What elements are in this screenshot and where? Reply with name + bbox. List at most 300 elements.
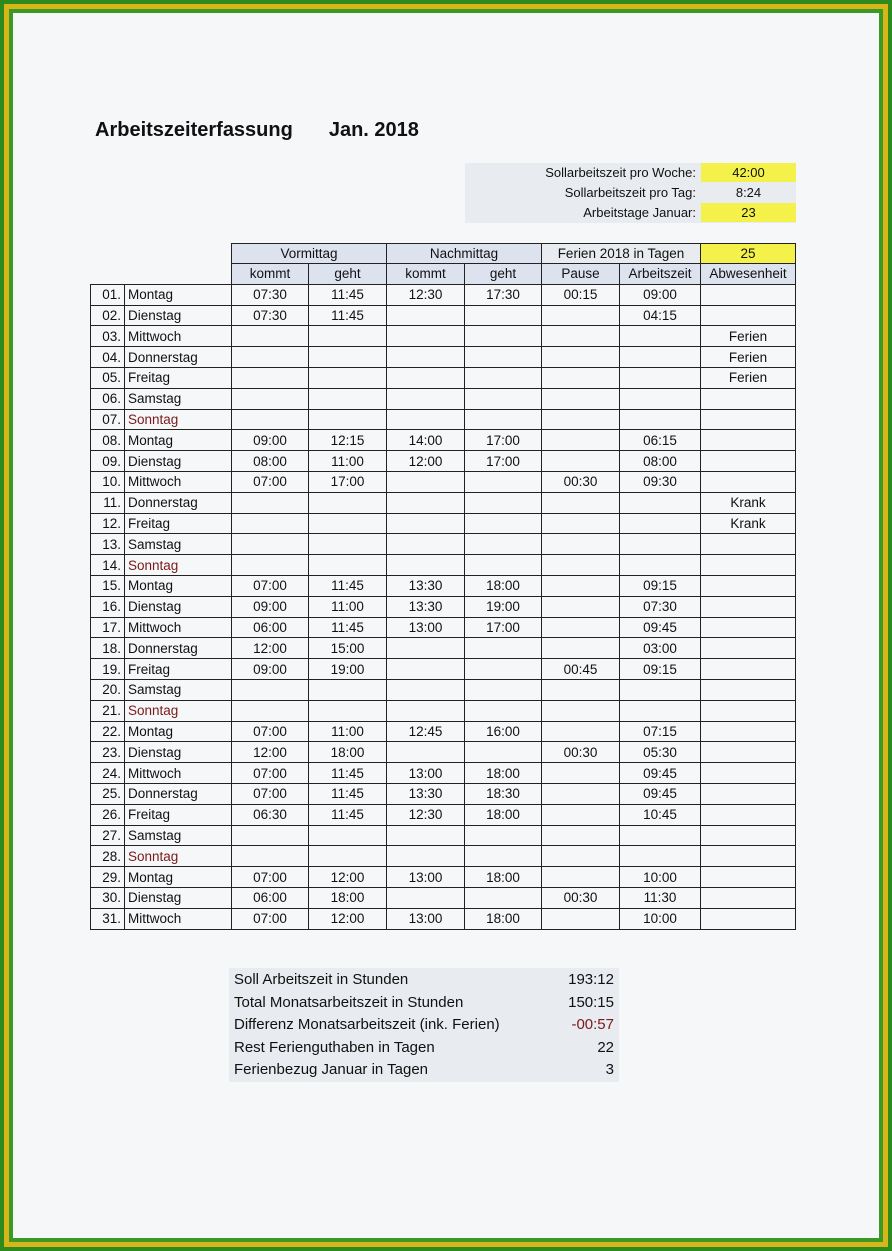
day-number: 03. [91,326,125,347]
cell-geht-am[interactable] [309,409,387,430]
setting-value[interactable]: 23 [701,203,796,222]
cell-pause[interactable] [542,492,620,513]
col-abwesenheit: Abwesenheit [701,264,796,285]
cell-abwesenheit[interactable] [701,742,796,763]
cell-abwesenheit[interactable] [701,908,796,929]
cell-kommt-am[interactable] [232,534,309,555]
cell-geht-am[interactable] [309,326,387,347]
cell-kommt-pm[interactable] [387,679,465,700]
table-row [91,555,796,576]
cell-abwesenheit[interactable]: Ferien [701,326,796,347]
cell-kommt-am[interactable]: 07:30 [232,305,309,326]
cell-kommt-am[interactable] [232,513,309,534]
cell-pause[interactable] [542,451,620,472]
cell-geht-am[interactable]: 17:00 [309,471,387,492]
cell-geht-pm[interactable]: 19:00 [465,596,542,617]
cell-kommt-am[interactable]: 07:00 [232,783,309,804]
day-name: Samstag [125,679,232,700]
cell-abwesenheit[interactable] [701,700,796,721]
cell-kommt-pm[interactable]: 13:00 [387,617,465,638]
cell-pause[interactable] [542,700,620,721]
cell-geht-am[interactable]: 19:00 [309,659,387,680]
cell-pause[interactable] [542,783,620,804]
cell-abwesenheit[interactable] [701,555,796,576]
cell-abwesenheit[interactable] [701,763,796,784]
day-number: 14. [91,555,125,576]
cell-geht-pm[interactable] [465,471,542,492]
cell-arbeitszeit [620,492,701,513]
day-number: 02. [91,305,125,326]
cell-abwesenheit[interactable] [701,430,796,451]
page-title [95,119,419,142]
cell-geht-pm[interactable] [465,347,542,368]
column-header-row [91,264,796,285]
cell-kommt-am[interactable] [232,409,309,430]
cell-geht-pm[interactable]: 16:00 [465,721,542,742]
day-number: 07. [91,409,125,430]
title-month: Jan. 2018 [328,119,419,141]
cell-kommt-am[interactable]: 07:00 [232,721,309,742]
cell-kommt-pm[interactable] [387,471,465,492]
setting-label: Sollarbeitszeit pro Tag: [564,185,696,200]
cell-abwesenheit[interactable] [701,596,796,617]
cell-kommt-pm[interactable]: 13:00 [387,867,465,888]
cell-kommt-pm[interactable] [387,742,465,763]
cell-pause[interactable] [542,326,620,347]
cell-geht-pm[interactable] [465,825,542,846]
cell-geht-am[interactable]: 18:00 [309,887,387,908]
day-number: 04. [91,347,125,368]
cell-kommt-am[interactable]: 12:00 [232,638,309,659]
col-geht-pm: geht [465,264,542,285]
cell-geht-am[interactable]: 12:00 [309,908,387,929]
cell-arbeitszeit [620,347,701,368]
cell-pause[interactable] [542,617,620,638]
cell-kommt-pm[interactable]: 13:30 [387,596,465,617]
cell-kommt-pm[interactable] [387,347,465,368]
cell-kommt-am[interactable]: 08:00 [232,451,309,472]
cell-abwesenheit[interactable] [701,471,796,492]
cell-kommt-am[interactable]: 09:00 [232,430,309,451]
cell-kommt-pm[interactable] [387,887,465,908]
summary-value: 150:15 [568,993,614,1011]
cell-geht-am[interactable]: 11:00 [309,596,387,617]
cell-abwesenheit[interactable] [701,783,796,804]
setting-label: Sollarbeitszeit pro Woche: [545,165,696,180]
cell-kommt-am[interactable] [232,679,309,700]
cell-arbeitszeit: 09:15 [620,575,701,596]
cell-geht-pm[interactable] [465,305,542,326]
cell-pause[interactable] [542,867,620,888]
table-row [91,451,796,472]
cell-geht-pm[interactable] [465,700,542,721]
cell-geht-am[interactable]: 11:45 [309,305,387,326]
cell-geht-pm[interactable]: 18:00 [465,763,542,784]
cell-kommt-am[interactable]: 09:00 [232,596,309,617]
cell-kommt-pm[interactable] [387,305,465,326]
cell-kommt-pm[interactable] [387,492,465,513]
timesheet-page [13,13,879,1238]
table-row [91,908,796,929]
cell-kommt-am[interactable]: 07:00 [232,763,309,784]
day-name: Mittwoch [125,326,232,347]
day-number: 09. [91,451,125,472]
cell-abwesenheit[interactable] [701,887,796,908]
cell-geht-pm[interactable] [465,409,542,430]
day-number: 22. [91,721,125,742]
day-name: Montag [125,721,232,742]
cell-geht-pm[interactable] [465,555,542,576]
cell-geht-pm[interactable] [465,742,542,763]
cell-kommt-pm[interactable]: 13:00 [387,908,465,929]
cell-kommt-am[interactable]: 07:00 [232,908,309,929]
day-name: Freitag [125,659,232,680]
table-row [91,492,796,513]
cell-kommt-am[interactable]: 07:00 [232,867,309,888]
cell-abwesenheit[interactable] [701,305,796,326]
cell-geht-am[interactable] [309,347,387,368]
cell-abwesenheit[interactable] [701,534,796,555]
cell-geht-pm[interactable]: 18:30 [465,783,542,804]
cell-arbeitszeit: 10:00 [620,867,701,888]
cell-geht-pm[interactable] [465,326,542,347]
cell-geht-pm[interactable] [465,887,542,908]
cell-geht-am[interactable]: 11:45 [309,284,387,305]
day-name: Dienstag [125,596,232,617]
summary-row [234,971,614,993]
cell-geht-am[interactable]: 11:45 [309,575,387,596]
summary-row [234,1061,614,1083]
cell-pause[interactable]: 00:30 [542,887,620,908]
cell-geht-pm[interactable]: 17:00 [465,430,542,451]
table-row [91,326,796,347]
cell-kommt-pm[interactable] [387,534,465,555]
cell-kommt-am[interactable]: 07:00 [232,575,309,596]
cell-kommt-pm[interactable]: 13:30 [387,575,465,596]
summary-block [229,968,619,1082]
table-row [91,804,796,825]
table-row [91,742,796,763]
cell-arbeitszeit [620,326,701,347]
cell-geht-pm[interactable]: 18:00 [465,804,542,825]
cell-pause[interactable] [542,575,620,596]
summary-label: Rest Ferienguthaben in Tagen [234,1038,435,1056]
cell-arbeitszeit: 11:30 [620,887,701,908]
cell-geht-am[interactable]: 12:15 [309,430,387,451]
cell-abwesenheit[interactable] [701,388,796,409]
day-name: Samstag [125,534,232,555]
cell-geht-pm[interactable] [465,367,542,388]
day-name: Dienstag [125,451,232,472]
cell-pause[interactable] [542,846,620,867]
cell-kommt-pm[interactable] [387,638,465,659]
cell-geht-pm[interactable]: 17:00 [465,617,542,638]
table-row [91,887,796,908]
day-number: 11. [91,492,125,513]
day-name: Donnerstag [125,347,232,368]
setting-row-workdays [465,203,796,223]
table-row [91,388,796,409]
table-row [91,596,796,617]
cell-arbeitszeit: 09:15 [620,659,701,680]
summary-label: Ferienbezug Januar in Tagen [234,1061,429,1078]
header-nachmittag: Nachmittag [387,244,542,264]
cell-pause[interactable] [542,638,620,659]
table-row [91,721,796,742]
cell-pause[interactable] [542,367,620,388]
cell-geht-pm[interactable] [465,388,542,409]
cell-geht-am[interactable]: 12:00 [309,867,387,888]
cell-abwesenheit[interactable]: Krank [701,492,796,513]
cell-kommt-pm[interactable] [387,700,465,721]
cell-kommt-pm[interactable] [387,555,465,576]
cell-kommt-pm[interactable]: 12:00 [387,451,465,472]
cell-arbeitszeit: 09:45 [620,617,701,638]
cell-kommt-am[interactable] [232,492,309,513]
cell-geht-am[interactable]: 15:00 [309,638,387,659]
cell-geht-am[interactable] [309,825,387,846]
cell-arbeitszeit: 09:45 [620,763,701,784]
day-number: 06. [91,388,125,409]
cell-pause[interactable] [542,763,620,784]
cell-geht-pm[interactable]: 18:00 [465,575,542,596]
cell-geht-am[interactable] [309,679,387,700]
table-row [91,409,796,430]
cell-geht-am[interactable] [309,846,387,867]
cell-geht-am[interactable]: 11:45 [309,763,387,784]
cell-kommt-am[interactable]: 06:30 [232,804,309,825]
cell-kommt-pm[interactable]: 12:30 [387,804,465,825]
cell-pause[interactable] [542,388,620,409]
cell-pause[interactable]: 00:45 [542,659,620,680]
day-number: 21. [91,700,125,721]
cell-abwesenheit[interactable] [701,409,796,430]
cell-kommt-pm[interactable]: 13:30 [387,783,465,804]
day-name: Mittwoch [125,617,232,638]
cell-kommt-am[interactable] [232,388,309,409]
cell-geht-am[interactable] [309,555,387,576]
setting-row-daily [465,183,796,203]
cell-kommt-am[interactable] [232,555,309,576]
header-ferien-label: Ferien 2018 in Tagen [542,244,701,264]
cell-geht-pm[interactable]: 17:00 [465,451,542,472]
cell-arbeitszeit: 08:00 [620,451,701,472]
cell-pause[interactable] [542,596,620,617]
cell-pause[interactable] [542,825,620,846]
day-name: Montag [125,867,232,888]
summary-row [234,1039,614,1061]
col-kommt-am: kommt [232,264,309,285]
table-row [91,430,796,451]
cell-pause[interactable]: 00:15 [542,284,620,305]
cell-geht-am[interactable]: 11:45 [309,783,387,804]
cell-geht-am[interactable] [309,367,387,388]
day-name: Dienstag [125,305,232,326]
cell-kommt-am[interactable] [232,347,309,368]
cell-kommt-am[interactable]: 06:00 [232,887,309,908]
cell-geht-pm[interactable]: 17:30 [465,284,542,305]
cell-kommt-am[interactable] [232,700,309,721]
cell-geht-pm[interactable] [465,492,542,513]
cell-geht-pm[interactable] [465,534,542,555]
cell-abwesenheit[interactable] [701,451,796,472]
day-name: Mittwoch [125,763,232,784]
setting-value[interactable]: 42:00 [701,163,796,182]
day-number: 10. [91,471,125,492]
cell-kommt-am[interactable] [232,846,309,867]
cell-kommt-am[interactable] [232,326,309,347]
day-name: Sonntag [125,700,232,721]
cell-kommt-am[interactable]: 06:00 [232,617,309,638]
cell-kommt-pm[interactable]: 12:45 [387,721,465,742]
cell-pause[interactable] [542,679,620,700]
cell-pause[interactable] [542,908,620,929]
cell-arbeitszeit: 03:00 [620,638,701,659]
table-row [91,846,796,867]
cell-abwesenheit[interactable] [701,617,796,638]
cell-kommt-pm[interactable] [387,825,465,846]
cell-geht-am[interactable]: 11:00 [309,721,387,742]
cell-geht-am[interactable]: 11:00 [309,451,387,472]
cell-abwesenheit[interactable] [701,638,796,659]
cell-pause[interactable] [542,555,620,576]
day-name: Freitag [125,367,232,388]
cell-abwesenheit[interactable] [701,659,796,680]
day-number: 30. [91,887,125,908]
cell-abwesenheit[interactable] [701,846,796,867]
summary-label: Total Monatsarbeitszeit in Stunden [234,993,464,1011]
cell-geht-pm[interactable] [465,513,542,534]
setting-value: 8:24 [735,185,762,200]
cell-kommt-pm[interactable]: 14:00 [387,430,465,451]
cell-pause[interactable] [542,804,620,825]
cell-arbeitszeit [620,388,701,409]
cell-arbeitszeit: 04:15 [620,305,701,326]
day-name: Mittwoch [125,471,232,492]
day-number: 18. [91,638,125,659]
table-row [91,659,796,680]
day-number: 27. [91,825,125,846]
table-row [91,825,796,846]
cell-kommt-pm[interactable] [387,326,465,347]
cell-abwesenheit[interactable]: Ferien [701,347,796,368]
cell-abwesenheit[interactable] [701,575,796,596]
cell-arbeitszeit: 10:00 [620,908,701,929]
cell-kommt-pm[interactable] [387,409,465,430]
day-number: 08. [91,430,125,451]
cell-kommt-am[interactable]: 09:00 [232,659,309,680]
day-number: 28. [91,846,125,867]
cell-geht-pm[interactable] [465,846,542,867]
cell-pause[interactable] [542,534,620,555]
cell-arbeitszeit [620,679,701,700]
cell-kommt-am[interactable]: 12:00 [232,742,309,763]
cell-pause[interactable] [542,513,620,534]
table-row [91,471,796,492]
day-number: 26. [91,804,125,825]
cell-arbeitszeit: 09:30 [620,471,701,492]
cell-geht-pm[interactable] [465,679,542,700]
day-number: 17. [91,617,125,638]
day-name: Samstag [125,388,232,409]
table-row [91,575,796,596]
cell-abwesenheit[interactable] [701,825,796,846]
cell-geht-pm[interactable]: 18:00 [465,867,542,888]
cell-abwesenheit[interactable] [701,867,796,888]
table-row [91,534,796,555]
cell-geht-am[interactable] [309,700,387,721]
day-number: 25. [91,783,125,804]
cell-kommt-pm[interactable]: 13:00 [387,763,465,784]
summary-label: Soll Arbeitszeit in Stunden [234,971,409,988]
cell-pause[interactable] [542,721,620,742]
cell-geht-am[interactable] [309,492,387,513]
day-name: Dienstag [125,742,232,763]
cell-kommt-pm[interactable] [387,388,465,409]
day-number: 16. [91,596,125,617]
cell-pause[interactable] [542,305,620,326]
day-name: Mittwoch [125,908,232,929]
cell-kommt-pm[interactable]: 12:30 [387,284,465,305]
cell-pause[interactable] [542,409,620,430]
table-row [91,763,796,784]
cell-geht-am[interactable] [309,513,387,534]
cell-kommt-am[interactable]: 07:00 [232,471,309,492]
header-ferien-value[interactable]: 25 [701,244,796,264]
cell-abwesenheit[interactable] [701,804,796,825]
summary-value: 193:12 [568,971,614,988]
summary-value: 22 [597,1038,614,1056]
cell-pause[interactable] [542,347,620,368]
cell-abwesenheit[interactable] [701,721,796,742]
col-geht-am: geht [309,264,387,285]
cell-geht-pm[interactable] [465,638,542,659]
cell-arbeitszeit: 07:30 [620,596,701,617]
cell-kommt-pm[interactable] [387,846,465,867]
table-row [91,867,796,888]
cell-pause[interactable] [542,430,620,451]
cell-abwesenheit[interactable] [701,284,796,305]
day-number: 13. [91,534,125,555]
cell-geht-am[interactable]: 18:00 [309,742,387,763]
cell-kommt-am[interactable]: 07:30 [232,284,309,305]
cell-abwesenheit[interactable]: Ferien [701,367,796,388]
cell-kommt-pm[interactable] [387,367,465,388]
cell-kommt-pm[interactable] [387,659,465,680]
cell-kommt-pm[interactable] [387,513,465,534]
cell-pause[interactable]: 00:30 [542,742,620,763]
table-row [91,783,796,804]
cell-abwesenheit[interactable] [701,679,796,700]
cell-arbeitszeit [620,367,701,388]
col-kommt-pm: kommt [387,264,465,285]
cell-geht-am[interactable]: 11:45 [309,804,387,825]
cell-geht-am[interactable] [309,534,387,555]
day-number: 31. [91,908,125,929]
cell-pause[interactable]: 00:30 [542,471,620,492]
day-name: Freitag [125,513,232,534]
cell-abwesenheit[interactable]: Krank [701,513,796,534]
cell-kommt-am[interactable] [232,825,309,846]
setting-label: Arbeitstage Januar: [583,205,696,220]
table-row [91,305,796,326]
cell-geht-am[interactable]: 11:45 [309,617,387,638]
cell-geht-pm[interactable] [465,659,542,680]
cell-kommt-am[interactable] [232,367,309,388]
cell-geht-pm[interactable]: 18:00 [465,908,542,929]
cell-geht-am[interactable] [309,388,387,409]
col-arbeitszeit: Arbeitszeit [620,264,701,285]
